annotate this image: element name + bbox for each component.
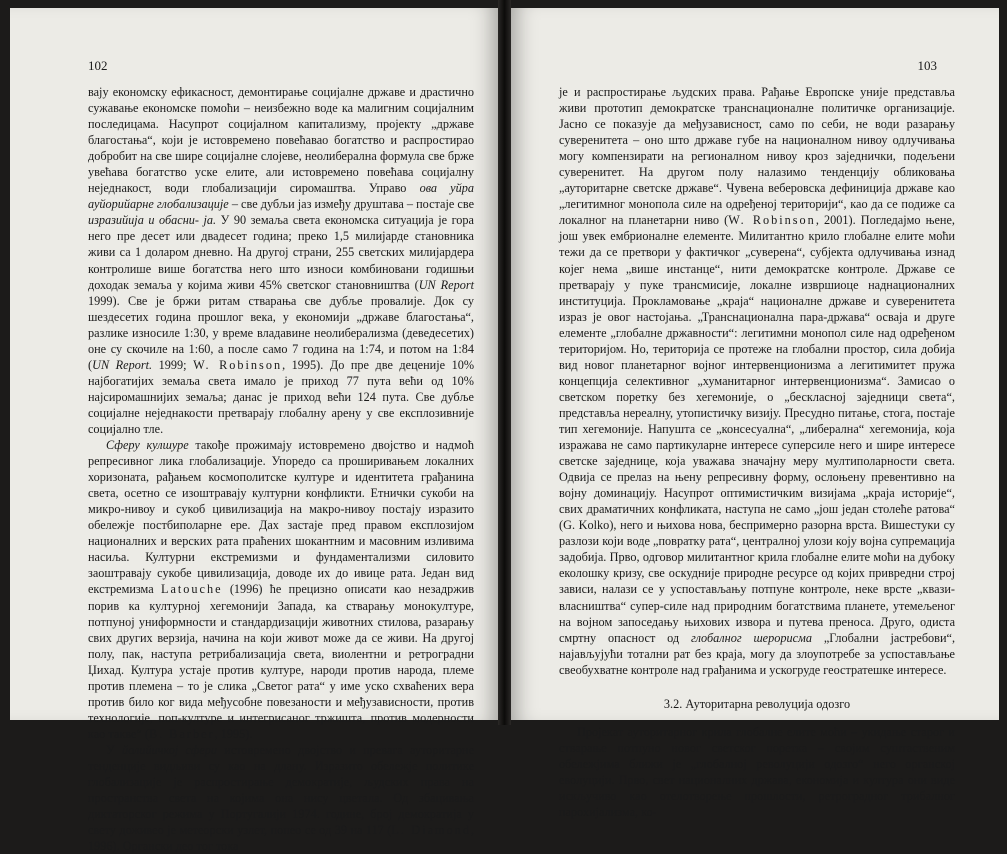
paragraph: вају економску ефикасност, демонтирање социјалне државе и драстично сужавање економске помоћи – неизбежно воде ка малигним социјалним последицама. Насупрот социјалном капитализму, пројекту „државе благостања“, који је истовремено повећавао богатство и распростирао добробит на све шире социјалне слојеве, неолиберална формула све брже увећава богатство уске елите, али истовремено повећава социјалну неједнакост, води глобализацији сиромаштва. Управо ова уйра ауйорийарне глобализације – све дубљи јаз између друштава – постаје све изразийија и обасни- ја. У 90 земаља света економска ситуација је гора него пре десет или двадесет година; преко 1,5 милијарде становника живи са 1 доларом дневно. На другој страни, 255 светских милијардера контролише више богатства него што износи комбиновани годишњи доходак земаља у којима живи 45% светског становништва (UN Report 1999). Све је бржи ритам стварања све дубље провалије. Док су шездесетих година прошлог века, у економији „државе благостања“, разлике износиле 1:30, у време владавине неолиберализма (деведесетих) оне су скочиле на 1:60, а после само 7 година на 1:74, и потом на 1:84 (UN Report. 1999; W. Robinson, 1995). До пре две деценије 10% најбогатијих земаља света имало је приход 77 пута већи од 10% најсиромашнијих земаља; данас је приход већи 124 пута. Све дубље социјалне неједнакости претварају глобалну арену у све експлозивније социјално тле. [88,85,475,436]
book-gutter [498,0,511,725]
right-page [511,8,999,820]
paragraph: Сферу кулшуре такође прожимају истовремено двојство и надмоћ репресивног лика глобализације. Упоредо са проширивањем локалних хоризоната, рађањем космополитске културе и идентитета грађанина света, осетно се изоштравају културни конфликти. Етнички сукоби на микро-нивоу и сукоб цивилизација на макро-нивоу постају изразито обележје постбиполарне ере. Дах застаје пред правом експлозијом националних и верских рата прaћених шокантним и масовним изливима насиља. Културни екстремизми и фундаментализми силовито заоштравају сукобе цивилизација, доводе их до ивице рата. Један вид екстремизма Latouche (1996) ће прецизно описати као незадржив порив ка културној хегемонији Запада, ка стварању монокултуре, потпуној униформности и стандардизацији животних стилова, разарању свих других верзија, начина на који живот може да се живи. На другој полу, пак, наступа ретрибализација света, виолентни и ретроградни Џихад. Култура устаје против културе, народи против народа, племе против племена – то је слика „Светог рата“ у име ускo схваћених вера против било ког вида међусобне повезаности и међузависности, против технологије, поп-културе и интегрисаног тржишта, против модерности као такве“ (B. Barber, 1995). [88,438,475,741]
section-heading: 3.2. Ауторитарна револуција одозго [663,696,851,711]
paragraph: Пројекат ауторитарног крила глобалне елите моћи – укидање старог и стварање потпуно новог светског поретка – својим суштаственим обележјима ближи је „глобалној револуцији одозго“ него органској еволуцији. Прво, свет националних држава, економија и култура они виде искључиво као отелотворење прошлости, ретроградног трибалног парохијализма, ко- [559,724,955,820]
paragraph: је и распростирање људских права. Рађање Европске уније представља живи прототип демократске транснационалне политичке организације. Јасно се показује да међузависност, само по себи, не води разарању суверенитета – оно што државе губе на националном нивоу одлучивања могу компензирати на регионалном нивоу кроз заједнички, подељени суверенитет. На другом полу налазимо тенденцију обликовања „ауторитарне светске државе“. Чувена веберовска дефиниција државе као „легитимног монопола силе на одређеној територији“, као да се подиже са локалног на планетарни ниво (W. Robinson, 2001). Погледајмо њене, још увек ембрионалне елементе. Милитантно крило глобалне елите моћи тежи да се претвори у фактичког „суверена“, субјекта одлучивања изнад којег нема „више инстанце“, нити демократске контроле. Државе се претварају у пуке трансмисије, локалне извршиоце наднационалних институција. Проклaмовање „краја“ националне државе и суверенитета израз је овог настојања. „Транснационална пара-држава“ осваја и друге елементе „глобалне државности“: легитимни монопол силе над одређеном територијом. Но, територија се протеже на глобални простор, сила добија вид новог планетарног војног интервенционизма а легитимитет пружа концепција селективног „хуманитарног интервенционизма“. Замисао о светском поретку без хегемоније, о „бесклaсној заједници света“, представља нереалну, утопистичку визију. Пресудно питање, стога, постаје тип хегемоније. Напушта се „консесуална“, „либерална“ хегемонија, која изражава не само партикуларне интересе суперсиле него и шире интересе светске заједнице, која уважава значајну меру мултиполарности света. Одвија се прелаз на њену репресивну форму, ослоњену превентивно на војну доминацију. Насупрот оптимистичким визијама „краја историје“, свих драматичних конфликата, наступа не само „још један столеће ратова“ (G. Kolko), него и њихова нова, беспримерно разорна врста. Вишестуки су разлози који воде „повратку рата“, централној улози коју војна супремација задобија. Прво, одговор милитантног крила глобалне елите моћи на дубоку еколошку кризу, све оскудније природне ресурсе од којих привредни строј зависи, налази се у успостављању потпуне контроле, неке врсте „квази-власништва“ супер-силе над природним богатствима планете, утемељеног на војном запоседању њихових извора и путева преноса. Друго, одиста смртну опасност од глобалног шерорисма „Глобални јастребови“, најављујући тотални рат без краја, могу да злоупотребе за успостављање свеобухватне контроле над грађанима и ускогруде геостратешке интересе. [559,85,956,677]
paragraph: У йолийичкој сфери истовремено двојство и превага ауторитарне тенденције видљиви су као на длану. Изразито обележје политике глобализације је распростирање демократије, људских права на пространства света на којима она нису цветала. Од збацивања диктаторског режима у Португалији 1974. године, број демократија у свету доживео је метеорски узлет, попео се од 39 на 117 (L. Diamond, 1996). Органски део тог тока [88,742,475,854]
left-page-text [88,84,474,854]
left-page [10,8,498,854]
page-number-left: 102 [88,58,108,73]
right-page-text [559,84,955,820]
page-number-right: 103 [917,58,937,73]
